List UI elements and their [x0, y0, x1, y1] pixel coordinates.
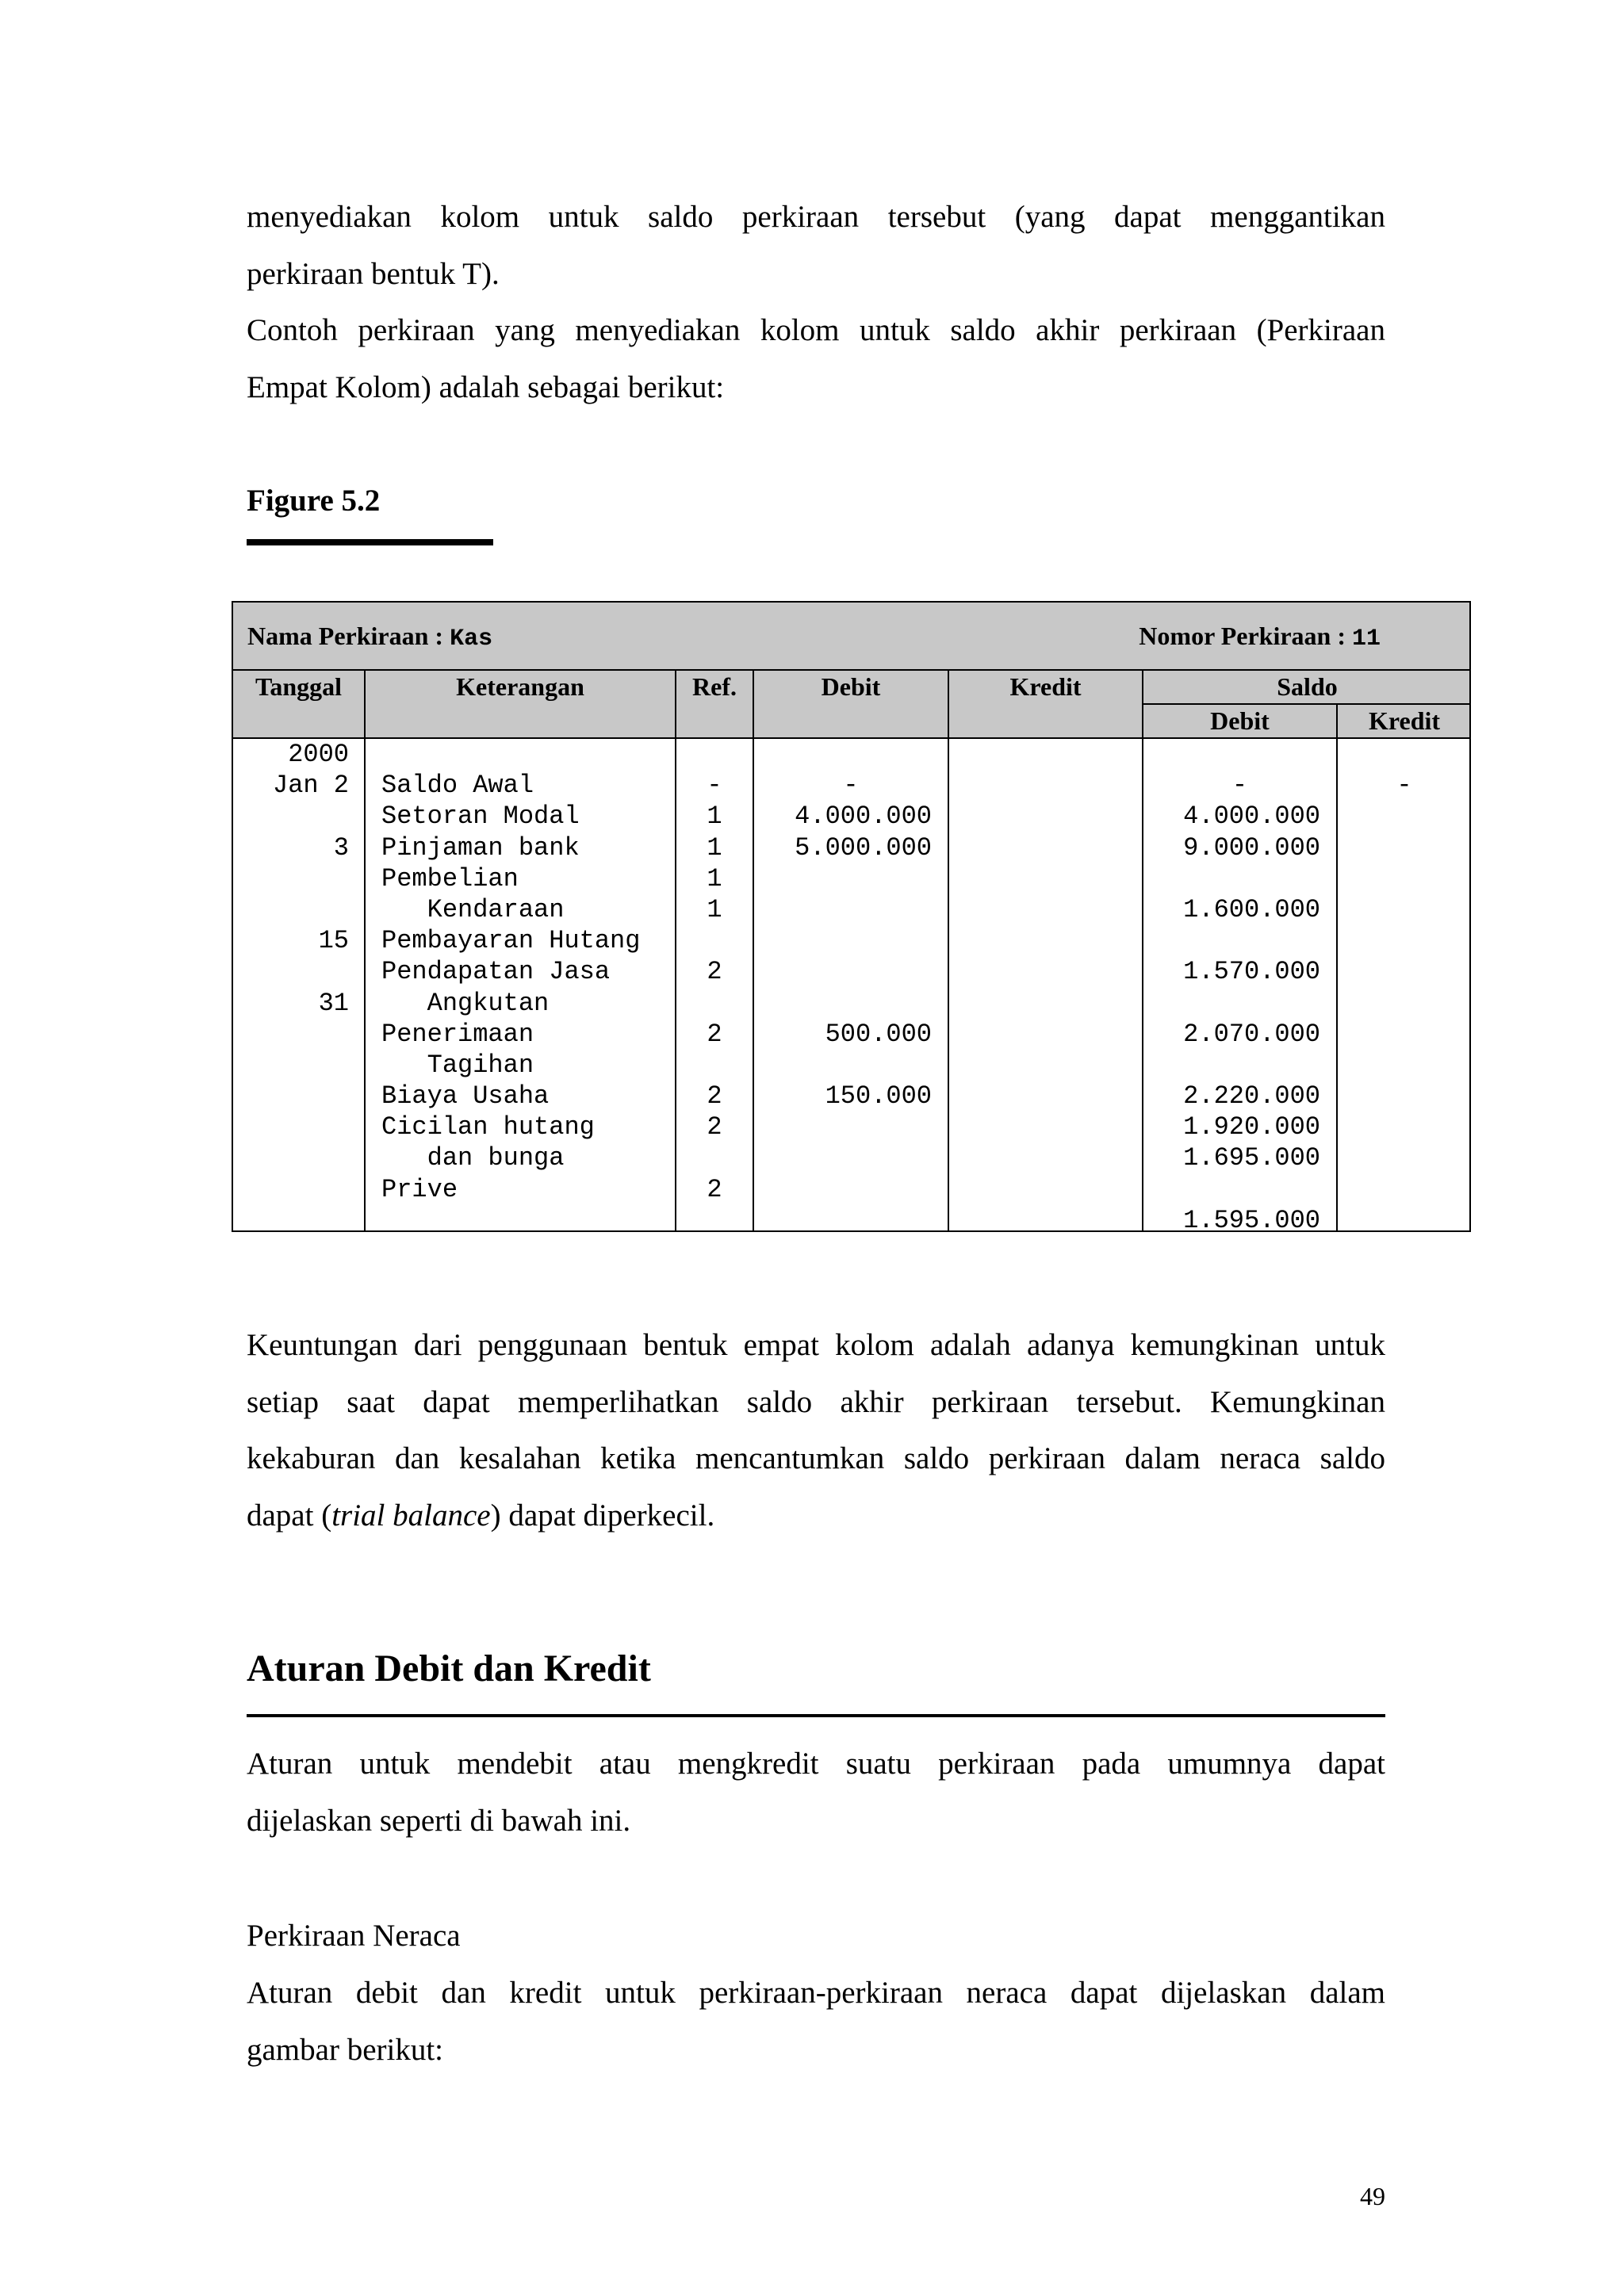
section-paragraph [247, 1735, 1385, 1849]
account-name [247, 603, 492, 669]
ref-cell: - [707, 771, 722, 801]
ref-cell [676, 1205, 753, 1236]
tanggal-cell [233, 1174, 349, 1205]
keterangan-cell: Pembayaran Hutang [381, 926, 641, 956]
intro-paragraph [247, 189, 1385, 415]
kredit-cell [949, 925, 1124, 956]
saldo-kredit-cell [1338, 1174, 1471, 1205]
saldo-kredit-cell [1338, 1112, 1471, 1142]
kredit-cell [949, 832, 1124, 863]
after-table-paragraph [247, 1317, 1385, 1544]
tanggal-cell: 15 [318, 926, 349, 956]
kredit-cell [949, 988, 1124, 1019]
saldo-debit-cell [1143, 988, 1336, 1019]
column-debit [754, 739, 948, 1236]
text-line: dijelaskan seperti di bawah ini. [247, 1803, 631, 1838]
column-keterangan [381, 739, 675, 1236]
debit-cell [754, 739, 948, 770]
keterangan-cell: Setoran Modal [381, 802, 580, 832]
column-ref [676, 739, 753, 1236]
tanggal-cell: 31 [318, 988, 349, 1018]
account-name-value: Kas [450, 626, 493, 652]
keterangan-cell [381, 1205, 675, 1236]
debit-cell [754, 1050, 948, 1081]
tanggal-cell [233, 1050, 349, 1081]
saldo-debit-cell: 9.000.000 [1183, 832, 1320, 863]
keterangan-cell: Pinjaman bank [381, 832, 580, 863]
saldo-debit-cell [1143, 1050, 1336, 1081]
header-tanggal: Tanggal [255, 672, 343, 701]
divider [364, 670, 366, 1232]
ref-cell: 1 [707, 894, 722, 924]
debit-cell [754, 1112, 948, 1142]
column-saldo-kredit [1338, 739, 1471, 1236]
header-ref: Ref. [692, 672, 737, 701]
tanggal-cell [233, 1112, 349, 1142]
text-line: gambar berikut: [247, 2032, 443, 2067]
tanggal-cell: Jan 2 [272, 771, 349, 801]
debit-cell [754, 988, 948, 1019]
saldo-debit-cell: 4.000.000 [1183, 802, 1320, 832]
keterangan-cell: Pendapatan Jasa [381, 957, 611, 987]
saldo-kredit-cell [1338, 863, 1471, 894]
ref-cell: 2 [707, 1174, 722, 1204]
account-number [1139, 603, 1381, 669]
saldo-debit-cell: 2.220.000 [1183, 1081, 1320, 1112]
account-number-value: 11 [1351, 626, 1381, 652]
debit-cell: 4.000.000 [795, 802, 932, 832]
keterangan-cell: Pembelian [381, 863, 519, 894]
debit-cell [754, 956, 948, 987]
debit-cell: 150.000 [825, 1081, 932, 1112]
saldo-debit-cell: 1.570.000 [1183, 957, 1320, 987]
debit-cell [754, 1174, 948, 1205]
tanggal-cell: 3 [333, 832, 349, 863]
page-number: 49 [1360, 2182, 1385, 2210]
saldo-kredit-cell [1338, 1142, 1471, 1173]
ref-cell: 1 [707, 832, 722, 863]
debit-cell: 500.000 [825, 1019, 932, 1049]
debit-cell: 5.000.000 [795, 832, 932, 863]
debit-cell [754, 1142, 948, 1173]
saldo-kredit-cell [1338, 1205, 1471, 1236]
header-saldo-debit: Debit [1210, 706, 1270, 735]
keterangan-cell: Biaya Usaha [381, 1081, 550, 1112]
saldo-kredit-cell [1338, 801, 1471, 832]
text-line: Keuntungan dari penggunaan bentuk empat kolom adalah adanya kemungkinan untuk [247, 1328, 1385, 1362]
text-line [247, 1487, 1385, 1544]
keterangan-cell: Saldo Awal [381, 771, 534, 801]
text-line: perkiraan bentuk T). [247, 256, 500, 291]
tanggal-cell [233, 1019, 349, 1050]
debit-cell [754, 863, 948, 894]
kredit-cell [949, 1050, 1124, 1081]
saldo-debit-cell [1143, 739, 1336, 770]
saldo-kredit-cell [1338, 1019, 1471, 1050]
text-fragment: dapat ( [247, 1498, 332, 1533]
saldo-kredit-cell [1338, 956, 1471, 987]
kredit-cell [949, 1174, 1124, 1205]
italic-term: trial balance [331, 1498, 491, 1533]
saldo-kredit-cell: - [1396, 771, 1412, 801]
saldo-debit-cell: 1.595.000 [1183, 1205, 1320, 1235]
tanggal-cell [233, 1081, 349, 1112]
ref-cell [676, 988, 753, 1019]
tanggal-cell: 2000 [288, 740, 349, 769]
text-line: Contoh perkiraan yang menyediakan kolom untuk saldo akhir perkiraan (Perkiraan [247, 313, 1385, 348]
kredit-cell [949, 739, 1124, 770]
saldo-kredit-cell [1338, 894, 1471, 925]
keterangan-cell: Angkutan [381, 988, 550, 1018]
text-fragment: ) dapat diperkecil. [490, 1498, 715, 1533]
keterangan-cell: dan bunga [381, 1143, 565, 1173]
tanggal-cell [233, 1205, 349, 1236]
header-keterangan: Keterangan [456, 672, 584, 701]
column-saldo-debit [1143, 739, 1336, 1236]
kredit-cell [949, 863, 1124, 894]
kredit-cell [949, 1081, 1124, 1112]
figure-underline [247, 539, 493, 545]
ref-cell: 2 [707, 1019, 722, 1049]
section-heading: Aturan Debit dan Kredit [247, 1647, 651, 1689]
text-line: Aturan untuk mendebit atau mengkredit suatu perkiraan pada umumnya dapat [247, 1747, 1385, 1781]
ref-cell [676, 739, 753, 770]
debit-cell [754, 894, 948, 925]
saldo-debit-cell [1143, 863, 1336, 894]
tanggal-cell [233, 956, 349, 987]
saldo-kredit-cell [1338, 1081, 1471, 1112]
keterangan-cell: Cicilan hutang [381, 1112, 595, 1142]
debit-cell [754, 1205, 948, 1236]
saldo-kredit-cell [1338, 739, 1471, 770]
saldo-debit-cell: 1.600.000 [1183, 894, 1320, 924]
kredit-cell [949, 956, 1124, 987]
header-debit: Debit [821, 672, 881, 701]
saldo-debit-cell: 1.920.000 [1183, 1112, 1320, 1142]
debit-cell: - [843, 771, 859, 801]
ref-cell: 2 [707, 1112, 722, 1142]
text-line: setiap saat dapat memperlihatkan saldo akhir perkiraan tersebut. Kemungkinan [247, 1384, 1385, 1419]
keterangan-cell: Kendaraan [381, 894, 565, 924]
ref-cell [676, 1142, 753, 1173]
section-underline [247, 1714, 1385, 1717]
header-saldo: Saldo [1277, 672, 1338, 701]
ref-cell [676, 925, 753, 956]
saldo-debit-cell [1143, 925, 1336, 956]
saldo-debit-cell: 2.070.000 [1183, 1019, 1320, 1049]
kredit-cell [949, 801, 1124, 832]
tanggal-cell [233, 894, 349, 925]
subheading: Perkiraan Neraca [247, 1919, 461, 1953]
column-kredit [949, 739, 1124, 1236]
text-line: Empat Kolom) adalah sebagai berikut: [247, 369, 725, 404]
kredit-cell [949, 1142, 1124, 1173]
keterangan-cell: Penerimaan [381, 1019, 534, 1049]
header-kredit: Kredit [1009, 672, 1082, 701]
tanggal-cell [233, 863, 349, 894]
account-name-label: Nama Perkiraan : [247, 622, 450, 650]
ref-cell [676, 1050, 753, 1081]
kredit-cell [949, 1112, 1124, 1142]
kredit-cell [949, 894, 1124, 925]
text-line: Aturan debit dan kredit untuk perkiraan-perkiraan neraca dapat dijelaskan dalam [247, 1976, 1385, 2010]
tanggal-cell [233, 801, 349, 832]
kredit-cell [949, 1019, 1124, 1050]
saldo-kredit-cell [1338, 1050, 1471, 1081]
keterangan-cell: Tagihan [381, 1050, 534, 1080]
debit-cell [754, 925, 948, 956]
figure-title: Figure 5.2 [247, 484, 381, 518]
column-tanggal [233, 739, 349, 1236]
saldo-debit-cell: - [1231, 771, 1248, 801]
saldo-kredit-cell [1338, 988, 1471, 1019]
saldo-debit-cell: 1.695.000 [1183, 1143, 1320, 1173]
saldo-kredit-cell [1338, 925, 1471, 956]
header-saldo-kredit: Kredit [1368, 706, 1441, 735]
ref-cell: 1 [707, 863, 722, 894]
tanggal-cell [233, 1142, 349, 1173]
neraca-paragraph [247, 1965, 1385, 2078]
ref-cell: 1 [707, 802, 722, 832]
kredit-cell [949, 1205, 1124, 1236]
ledger-table [232, 601, 1471, 1235]
ref-cell: 2 [707, 957, 722, 987]
kredit-cell [949, 770, 1124, 801]
text-line: menyediakan kolom untuk saldo perkiraan tersebut (yang dapat menggantikan [247, 200, 1385, 234]
saldo-kredit-cell [1338, 832, 1471, 863]
text-line: kekaburan dan kesalahan ketika mencantumkan saldo perkiraan dalam neraca saldo [247, 1441, 1385, 1476]
saldo-debit-cell [1143, 1174, 1336, 1205]
account-number-label: Nomor Perkiraan : [1139, 622, 1352, 650]
ref-cell: 2 [707, 1081, 722, 1112]
keterangan-cell [381, 739, 675, 770]
keterangan-cell: Prive [381, 1174, 458, 1204]
